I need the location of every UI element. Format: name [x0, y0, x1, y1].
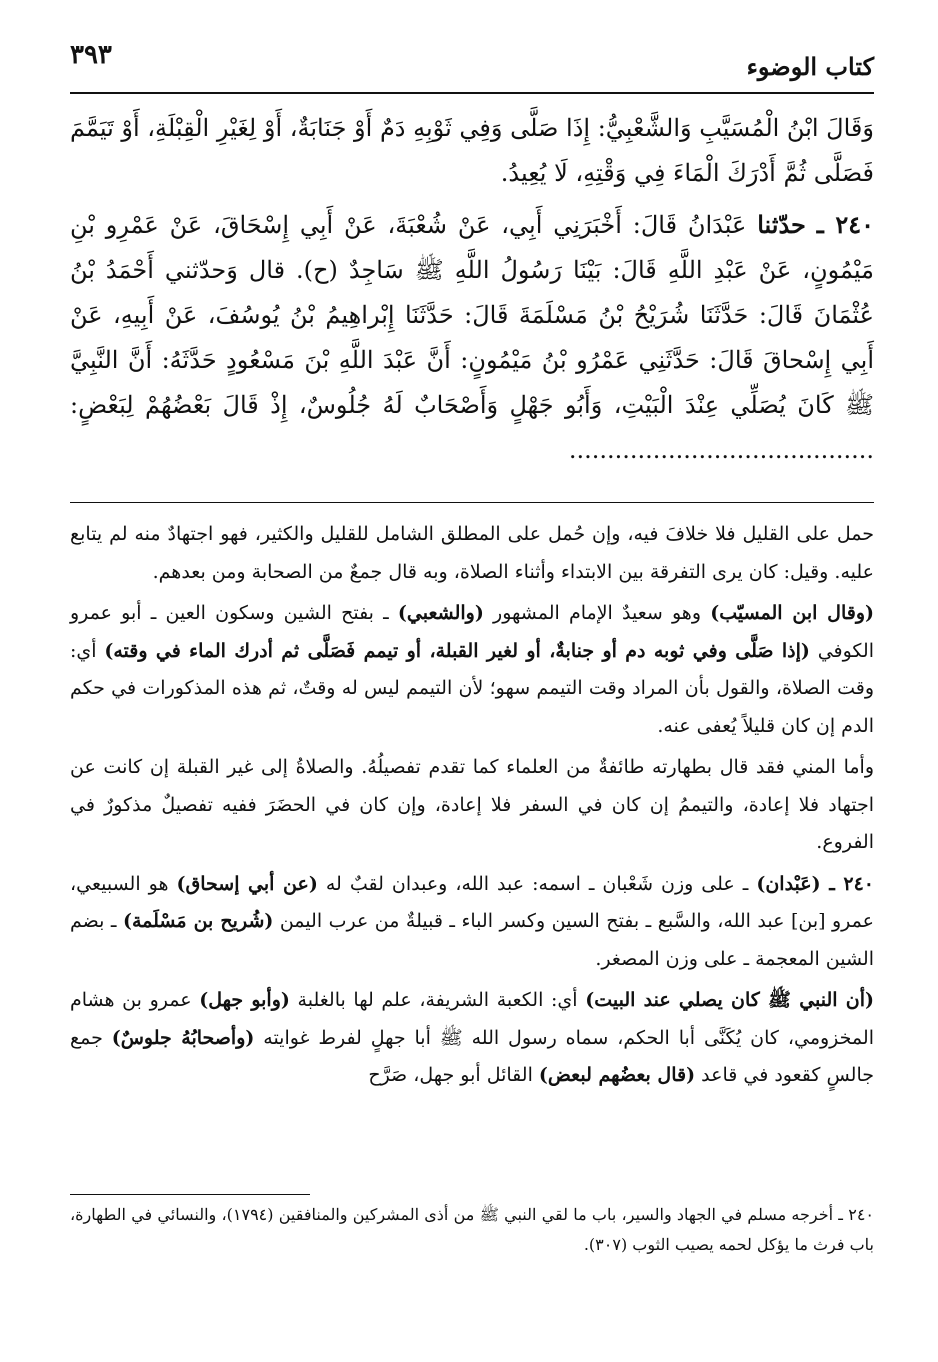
running-title: كتاب الوضوء: [746, 52, 874, 81]
bold-lemma: (إذا صَلَّى وفي ثوبه دم أو جنابةٌ، أو لغير القبلة، أو تيمم فَصَلَّى ثم أدرك الماء في وقته): [104, 639, 810, 662]
commentary: [70, 516, 874, 1099]
commentary-text: أي: وقت الصلاة، والقول بأن المراد وقت التيمم سهو؛ لأن التيمم ليس له وقتٌ، ثم هذه المذكورات في حكم الدم إن كان قليلاً يُعفى عنه.: [70, 639, 874, 737]
footnote: [70, 1200, 874, 1260]
bold-lemma: (شُريح بن مَسْلَمة): [122, 910, 274, 932]
bold-lemma: (وأبو جهل): [199, 989, 290, 1011]
bold-lemma: (والشعبي): [397, 602, 484, 624]
bold-lemma: (وقال ابن المسيّب): [710, 602, 874, 624]
commentary-text: أي: الكعبة الشريفة، علم لها بالغلبة: [289, 989, 586, 1011]
commentary-text: عمرو بن هشام المخزومي، كان يُكَنَّى أبا الحكم، سماه رسول الله ﷺ أبا جهلٍ لفرط غوايته: [70, 989, 874, 1049]
commentary-paragraph: [70, 982, 874, 1095]
bold-lemma: (عن أبي إسحاق): [176, 872, 318, 895]
bold-lemma: (أن النبي ﷺ كان يصلي عند البيت): [585, 989, 875, 1011]
page-header: [70, 36, 874, 80]
footnote-rule: [70, 1194, 310, 1195]
bold-lemma: (وأصحابُهُ جلوسٌ): [111, 1026, 255, 1049]
page-number: ٣٩٣: [70, 40, 112, 70]
book-page: [70, 36, 874, 1362]
commentary-text: هو السبيعي، عمرو [بن] عبد الله، والسَّبع ـ بفتح السين وكسر الباء ـ قبيلةٌ من عرب اليمن: [70, 872, 874, 932]
commentary-text: ـ على وزن شَعْبان ـ اسمه: عبد الله، وعبدان لقبٌ له: [317, 872, 757, 895]
commentary-text: ـ بضم الشين المعجمة ـ على وزن المصغر.: [70, 910, 874, 970]
hadith-opening: حدّثنا: [757, 210, 806, 239]
commentary-paragraph: حمل على القليل فلا خلافَ فيه، وإن حُمل على المطلق الشامل للقليل والكثير، فهو اجتهادٌ منه لم يتابع عليه. وقيل: كان يرى التفرقة بين الابتداء وأثناء الصلاة، وبه قال جمعٌ من الصحابة ومن بعدهم.: [70, 523, 874, 583]
commentary-text: جمع جالسٍ كقعود في قاعد: [70, 1026, 874, 1086]
commentary-paragraph: [70, 866, 874, 979]
bold-lemma: (قال بعضُهم لبعض): [538, 1064, 696, 1086]
commentary-paragraph: [70, 595, 874, 745]
hadith-number: ٢٤٠ ـ: [816, 210, 874, 239]
commentary-paragraph: وأما المني فقد قال بطهارته طائفةٌ من العلماء كما تقدم تفصيلُهُ. والصلاةُ إلى غير القبلة إن كانت عن اجتهاد فلا إعادة، والتيممُ إن كان في السفر فلا إعادة، وإن كان في الحضَرَ ففيه تفصيلٌ مذكورٌ في الفروع.: [70, 756, 874, 853]
footnote-text: ٢٤٠ ـ أخرجه مسلم في الجهاد والسير، باب ما لقي النبي ﷺ من أذى المشركين والمنافقين (١٧٩٤)، والنسائي في الطهارة، باب فرث ما يؤكل لحمه يصيب الثوب (٣٠٧).: [70, 1205, 875, 1254]
bold-lemma: ٢٤٠ ـ (عَبْدان): [756, 872, 874, 895]
main-text: [70, 106, 874, 473]
hadith-text: عَبْدَانُ قَالَ: أَخْبَرَنِي أَبِي، عَنْ شُعْبَةَ، عَنْ أَبِي إِسْحَاقَ، عَنْ عَمْرِو بْنِ مَيْمُونٍ، عَنْ عَبْدِ اللَّهِ قَالَ: بَيْنَا رَسُولُ اللَّهِ ﷺ سَاجِدٌ (ح). قال وَحدّثني أَحْمَدُ بْنُ عُثْمَانَ قَالَ: حَدَّثَنَا شُرَيْحُ بْنُ مَسْلَمَةَ قَالَ: حَدَّثَنَا إِبْراهِيمُ بْنُ يُوسُفَ، عَنْ أَبِيهِ، عَنْ أَبِي إِسْحاقَ قَالَ: حَدَّثَنِي عَمْرُو بْنُ مَيْمُونٍ: أَنَّ عَبْدَ اللَّهِ بْنَ مَسْعُودٍ حَدَّثَهُ: أَنَّ النَّبِيَّ ﷺ كَانَ يُصَلِّي عِنْدَ الْبَيْتِ، وَأَبُو جَهْلٍ وَأَصْحَابٌ لَهُ جُلُوسٌ، إِذْ قَالَ بَعْضُهُمْ لِبَعْضٍ: ........................................: [70, 211, 874, 464]
quote-paragraph: وَقَالَ ابْنُ الْمُسَيَّبِ وَالشَّعْبِيُّ: إِذَا صَلَّى وَفِي ثَوْبِهِ دَمٌ أَوْ جَنَابَةٌ، أَوْ لِغَيْرِ الْقِبْلَةِ، أَوْ تَيَمَّمَ فَصَلَّى ثُمَّ أَدْرَكَ الْمَاءَ فِي وَقْتِهِ، لَا يُعِيدُ.: [70, 114, 874, 187]
hadith-paragraph: [70, 202, 874, 473]
commentary-text: القائل أبو جهل، صَرَّح: [368, 1064, 539, 1086]
commentary-text: وهو سعيدٌ الإمام المشهور: [483, 602, 711, 624]
commentary-text: ـ بفتح الشين وسكون العين ـ أبو عمرو الكوفي: [70, 602, 874, 662]
text-commentary-divider: [70, 502, 874, 503]
header-rule: [70, 92, 874, 94]
